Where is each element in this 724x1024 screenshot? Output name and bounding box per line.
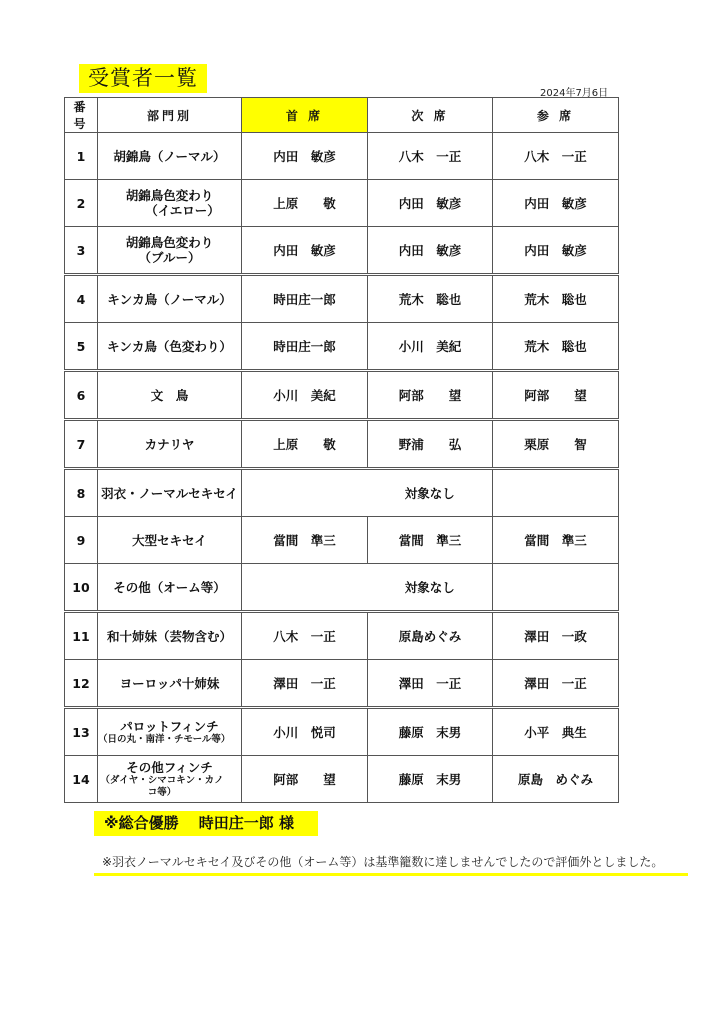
category-main: その他フィンチ	[126, 759, 213, 775]
header-number: 番 号	[65, 98, 98, 133]
table-row	[65, 564, 619, 612]
row-number: 1	[65, 133, 98, 180]
first-place-name: 當間 準三	[242, 517, 368, 564]
header-second-place: 次 席	[368, 98, 493, 133]
table-row	[65, 612, 619, 660]
second-place-name: 當間 準三	[368, 517, 493, 564]
overall-winner-banner: ※総合優勝 時田庄一郎 様	[94, 811, 318, 836]
row-number: 14	[65, 756, 98, 803]
second-place-name: 藤原 末男	[368, 756, 493, 803]
second-place-name: 原島めぐみ	[368, 612, 493, 660]
row-category: カナリヤ	[98, 420, 242, 469]
row-number: 3	[65, 227, 98, 275]
row-number: 5	[65, 323, 98, 371]
category-main: 胡錦鳥色変わり	[125, 235, 214, 250]
category-sub: （ダイヤ・シマコキン・カノコ等）	[100, 774, 224, 798]
table-row	[65, 469, 619, 517]
row-number: 12	[65, 660, 98, 708]
first-place-name: 八木 一正	[242, 612, 368, 660]
category-main: パロットフィンチ	[120, 718, 219, 734]
category-sub: （日の丸・南洋・チモール等）	[98, 733, 231, 745]
row-number: 2	[65, 180, 98, 227]
row-category: 羽衣・ノーマルセキセイ	[98, 469, 242, 517]
row-category: 大型セキセイ	[98, 517, 242, 564]
row-category	[98, 180, 242, 227]
first-place-empty	[242, 469, 368, 517]
first-place-name: 時田庄一郎	[242, 275, 368, 323]
row-number: 10	[65, 564, 98, 612]
page-title: 受賞者一覧	[79, 64, 207, 93]
second-place-name: 阿部 望	[368, 371, 493, 420]
third-place-name: 阿部 望	[493, 371, 619, 420]
row-category: 和十姉妹（芸物含む）	[98, 612, 242, 660]
row-category	[98, 227, 242, 275]
third-place-name: 内田 敏彦	[493, 227, 619, 275]
table-row	[65, 660, 619, 708]
document-date: 2024年7月6日	[540, 88, 609, 99]
second-place-name: 小川 美紀	[368, 323, 493, 371]
category-main: 胡錦鳥色変わり	[125, 188, 214, 203]
table-row	[65, 756, 619, 803]
first-place-name: 小川 悦司	[242, 708, 368, 756]
category-sub: （ブルー）	[138, 250, 201, 265]
header-category: 部門別	[98, 98, 242, 133]
table-header-row	[65, 98, 619, 133]
table-row	[65, 275, 619, 323]
first-place-name: 上原 敬	[242, 420, 368, 469]
second-place-name: 野浦 弘	[368, 420, 493, 469]
third-place-name: 八木 一正	[493, 133, 619, 180]
row-number: 13	[65, 708, 98, 756]
table-row	[65, 227, 619, 275]
second-place-name: 内田 敏彦	[368, 227, 493, 275]
row-number: 6	[65, 371, 98, 420]
category-sub: （イエロー）	[145, 203, 220, 218]
row-category: 文 鳥	[98, 371, 242, 420]
third-place-empty	[493, 469, 619, 517]
second-place-name: 荒木 聡也	[368, 275, 493, 323]
first-place-name: 上原 敬	[242, 180, 368, 227]
no-entry-label: 対象なし	[368, 564, 493, 612]
third-place-name: 當間 準三	[493, 517, 619, 564]
third-place-name: 荒木 聡也	[493, 323, 619, 371]
third-place-empty	[493, 564, 619, 612]
header-third-place: 参 席	[493, 98, 619, 133]
third-place-name: 小平 典生	[493, 708, 619, 756]
table-row	[65, 133, 619, 180]
first-place-name: 内田 敏彦	[242, 133, 368, 180]
first-place-name: 澤田 一正	[242, 660, 368, 708]
first-place-empty	[242, 564, 368, 612]
table-row	[65, 323, 619, 371]
row-category: ヨーロッパ十姉妹	[98, 660, 242, 708]
awards-table	[64, 97, 619, 803]
row-number: 8	[65, 469, 98, 517]
second-place-name: 内田 敏彦	[368, 180, 493, 227]
second-place-name: 八木 一正	[368, 133, 493, 180]
first-place-name: 阿部 望	[242, 756, 368, 803]
table-row	[65, 517, 619, 564]
first-place-name: 時田庄一郎	[242, 323, 368, 371]
third-place-name: 内田 敏彦	[493, 180, 619, 227]
second-place-name: 澤田 一正	[368, 660, 493, 708]
row-category	[98, 756, 242, 803]
row-category: キンカ鳥（ノーマル）	[98, 275, 242, 323]
footnote: ※羽衣ノーマルセキセイ及びその他（オーム等）は基準籠数に達しませんでしたので評価外としました。	[94, 853, 688, 876]
third-place-name: 澤田 一正	[493, 660, 619, 708]
row-number: 11	[65, 612, 98, 660]
second-place-name: 藤原 末男	[368, 708, 493, 756]
row-number: 4	[65, 275, 98, 323]
header-first-place: 首 席	[242, 98, 368, 133]
third-place-name: 荒木 聡也	[493, 275, 619, 323]
row-number: 7	[65, 420, 98, 469]
no-entry-label: 対象なし	[368, 469, 493, 517]
table-row	[65, 180, 619, 227]
first-place-name: 内田 敏彦	[242, 227, 368, 275]
table-row	[65, 708, 619, 756]
third-place-name: 栗原 智	[493, 420, 619, 469]
row-category: キンカ鳥（色変わり）	[98, 323, 242, 371]
third-place-name: 原島 めぐみ	[493, 756, 619, 803]
first-place-name: 小川 美紀	[242, 371, 368, 420]
row-number: 9	[65, 517, 98, 564]
table-row	[65, 371, 619, 420]
row-category	[98, 708, 242, 756]
row-category: その他（オーム等）	[98, 564, 242, 612]
row-category: 胡錦鳥（ノーマル）	[98, 133, 242, 180]
third-place-name: 澤田 一政	[493, 612, 619, 660]
table-row	[65, 420, 619, 469]
